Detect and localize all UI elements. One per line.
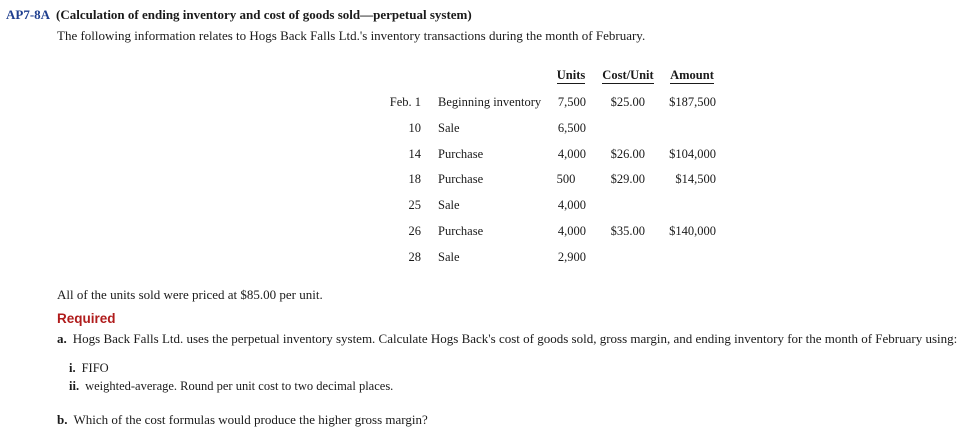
row-description: Purchase	[438, 172, 484, 186]
row-units: 4,000	[557, 147, 586, 161]
intro-text: The following information relates to Hogs Back Falls Ltd.'s inventory transactions during the month of February.	[57, 28, 646, 43]
question-b	[57, 412, 428, 428]
row-units: 2,900	[557, 250, 586, 264]
row-units: 6,500	[557, 121, 586, 135]
row-amount: $14,500	[675, 172, 716, 186]
question-a-i-text: FIFO	[81, 361, 109, 375]
price-note: All of the units sold were priced at $85.00 per unit.	[57, 287, 323, 302]
problem-title: (Calculation of ending inventory and cost of goods sold—perpetual system)	[56, 7, 472, 22]
question-a-i-label: i.	[69, 361, 76, 375]
row-units: 7,500	[557, 95, 586, 109]
required-heading: Required	[57, 311, 116, 326]
row-cost: $29.00	[610, 172, 645, 186]
row-amount: $187,500	[669, 95, 716, 109]
row-cost: $25.00	[610, 95, 645, 109]
question-a-i	[69, 361, 109, 376]
row-date: Feb. 1	[389, 95, 421, 109]
row-date: 10	[408, 121, 421, 135]
question-a-ii-text: weighted-average. Round per unit cost to two decimal places.	[85, 379, 394, 393]
row-units: 500	[556, 172, 576, 186]
row-date: 28	[408, 250, 421, 264]
row-date: 14	[408, 147, 421, 161]
row-description: Sale	[438, 198, 460, 212]
row-description: Sale	[438, 121, 460, 135]
row-amount: $140,000	[669, 224, 716, 238]
question-a-text: Hogs Back Falls Ltd. uses the perpetual inventory system. Calculate Hogs Back's cost of goods sold, gross margin, and ending inventory for the month of February using:	[72, 331, 958, 346]
units-header: Units	[556, 68, 586, 82]
row-cost: $26.00	[610, 147, 645, 161]
problem-header	[6, 7, 472, 23]
row-units: 4,000	[557, 224, 586, 238]
row-description: Sale	[438, 250, 460, 264]
problem-code: AP7-8A	[6, 7, 51, 22]
question-a-ii	[69, 379, 393, 394]
row-description: Purchase	[438, 224, 484, 238]
row-date: 25	[408, 198, 421, 212]
row-description: Beginning inventory	[438, 95, 542, 109]
amount-header: Amount	[670, 68, 714, 82]
row-date: 18	[408, 172, 421, 186]
row-amount: $104,000	[669, 147, 716, 161]
row-units: 4,000	[557, 198, 586, 212]
question-b-label: b.	[57, 412, 68, 427]
question-a-ii-label: ii.	[69, 379, 80, 393]
row-cost: $35.00	[610, 224, 645, 238]
row-description: Purchase	[438, 147, 484, 161]
question-a-label: a.	[57, 331, 67, 346]
question-b-text: Which of the cost formulas would produce the higher gross margin?	[73, 412, 428, 427]
cost-per-unit-header: Cost/Unit	[602, 68, 654, 82]
row-date: 26	[408, 224, 421, 238]
question-a	[57, 331, 957, 347]
